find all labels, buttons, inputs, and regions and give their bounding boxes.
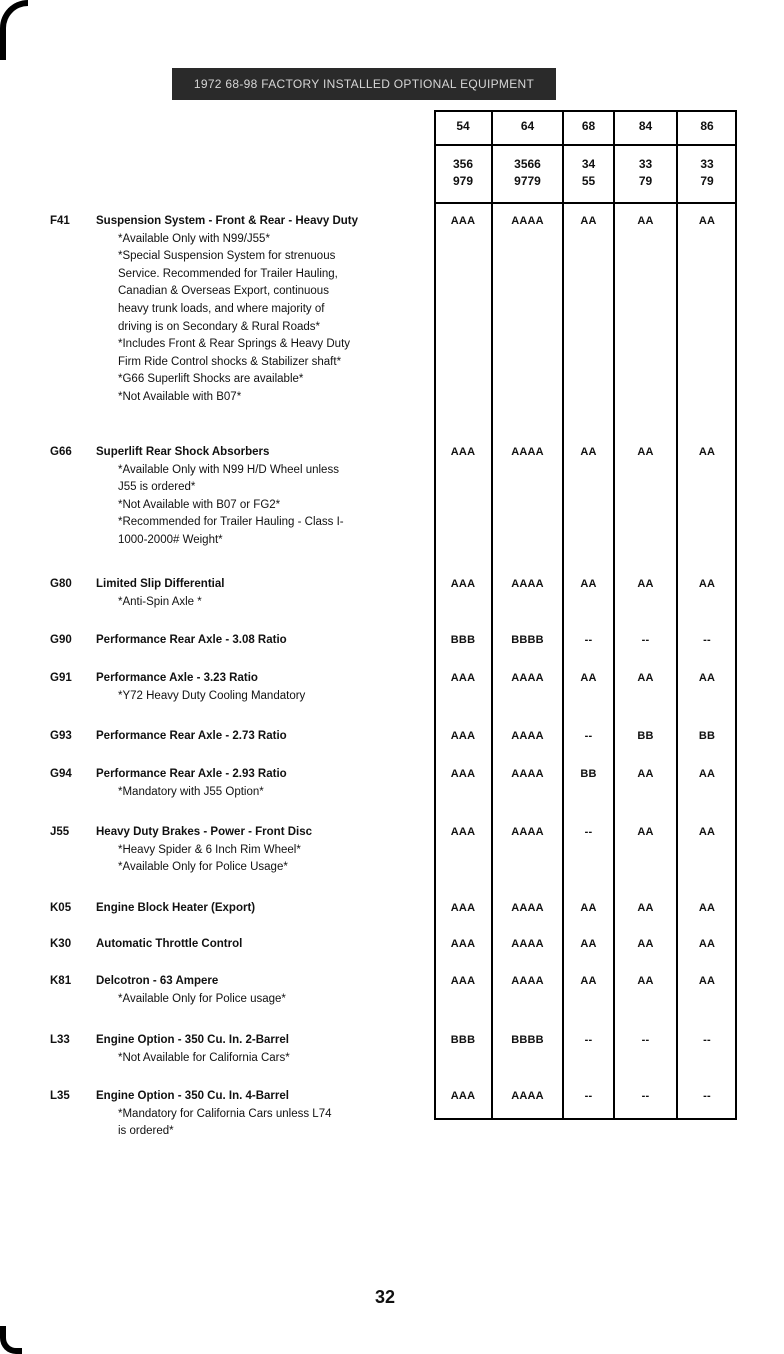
option-note: *Y72 Heavy Duty Cooling Mandatory bbox=[118, 689, 306, 702]
availability-cell: AAAA bbox=[511, 902, 544, 914]
option-note: Service. Recommended for Trailer Hauling, bbox=[118, 267, 338, 280]
column-divider bbox=[491, 110, 493, 1120]
availability-cell: AA bbox=[698, 215, 716, 227]
availability-cell: AA bbox=[580, 672, 597, 684]
availability-cell: AA bbox=[698, 578, 716, 590]
option-note: is ordered* bbox=[118, 1125, 174, 1138]
column-header-sub: 33 bbox=[700, 157, 714, 171]
availability-cell: AAA bbox=[450, 730, 476, 742]
availability-cell: AA bbox=[580, 215, 597, 227]
option-code: G90 bbox=[50, 634, 72, 646]
option-code: K81 bbox=[50, 975, 72, 987]
option-description bbox=[96, 766, 426, 801]
availability-cell: AA bbox=[637, 215, 654, 227]
availability-cell: BBBB bbox=[511, 1034, 544, 1046]
column-header-top: 84 bbox=[638, 119, 653, 133]
option-note: *Mandatory with J55 Option* bbox=[118, 785, 264, 798]
availability-cell: AAA bbox=[450, 768, 476, 780]
page-title: 1972 68-98 FACTORY INSTALLED OPTIONAL EQUIPMENT bbox=[172, 68, 556, 100]
availability-cell: AA bbox=[698, 826, 716, 838]
option-note: *Anti-Spin Axle * bbox=[118, 595, 202, 608]
option-code: K05 bbox=[50, 902, 72, 914]
availability-cell: AAAA bbox=[511, 730, 544, 742]
availability-cell: AA bbox=[698, 902, 716, 914]
header-divider bbox=[434, 202, 737, 204]
option-note: Firm Ride Control shocks & Stabilizer shaft* bbox=[118, 355, 342, 368]
option-description bbox=[96, 670, 426, 705]
option-title: Engine Block Heater (Export) bbox=[96, 902, 256, 914]
availability-cell: -- bbox=[584, 826, 593, 838]
availability-cell: AA bbox=[637, 768, 654, 780]
option-note: *Includes Front & Rear Springs & Heavy Duty bbox=[118, 338, 351, 351]
column-divider bbox=[613, 110, 615, 1120]
option-title: Automatic Throttle Control bbox=[96, 938, 243, 950]
option-description bbox=[96, 632, 426, 650]
availability-cell: BBBB bbox=[511, 634, 544, 646]
availability-cell: -- bbox=[584, 634, 593, 646]
option-description bbox=[96, 728, 426, 746]
availability-cell: AAA bbox=[450, 672, 476, 684]
availability-cell: AA bbox=[698, 768, 716, 780]
availability-cell: AAAA bbox=[511, 578, 544, 590]
column-divider bbox=[562, 110, 564, 1120]
option-title: Performance Axle - 3.23 Ratio bbox=[96, 672, 258, 684]
column-header-top: 68 bbox=[581, 119, 596, 133]
option-note: *Mandatory for California Cars unless L74 bbox=[118, 1107, 332, 1120]
column-header-sub: 3566 bbox=[514, 157, 541, 171]
options-table-frame bbox=[434, 110, 737, 1120]
availability-cell: AAA bbox=[450, 975, 476, 987]
page-corner-bottom-left bbox=[0, 1326, 22, 1354]
availability-cell: AAAA bbox=[511, 826, 544, 838]
availability-cell: -- bbox=[703, 1090, 711, 1102]
page-number: 32 bbox=[374, 1287, 396, 1307]
option-code: L33 bbox=[50, 1034, 70, 1046]
availability-cell: AA bbox=[698, 446, 716, 458]
availability-cell: BB bbox=[637, 730, 654, 742]
option-title: Engine Option - 350 Cu. In. 4-Barrel bbox=[96, 1090, 289, 1102]
option-note: *Available Only for Police usage* bbox=[118, 992, 286, 1005]
option-note: *Available Only with N99 H/D Wheel unless bbox=[118, 463, 339, 476]
option-title: Limited Slip Differential bbox=[96, 578, 225, 590]
page-corner-top-left bbox=[0, 0, 28, 60]
option-note: *Available Only for Police Usage* bbox=[118, 861, 288, 874]
availability-cell: AA bbox=[698, 975, 716, 987]
option-note: *Not Available for California Cars* bbox=[118, 1051, 290, 1064]
availability-cell: AAAA bbox=[511, 215, 544, 227]
option-note: *Special Suspension System for strenuous bbox=[118, 250, 336, 263]
availability-cell: -- bbox=[584, 730, 593, 742]
availability-cell: AAA bbox=[450, 902, 476, 914]
option-code: G80 bbox=[50, 578, 72, 590]
option-code: J55 bbox=[50, 826, 70, 838]
availability-cell: AAAA bbox=[511, 1090, 544, 1102]
option-description bbox=[96, 900, 426, 918]
availability-cell: AA bbox=[580, 975, 597, 987]
column-header-sub: 34 bbox=[581, 157, 596, 171]
availability-cell: AAA bbox=[450, 1090, 476, 1102]
column-header-sub: 979 bbox=[452, 174, 474, 188]
option-note: 1000-2000# Weight* bbox=[118, 533, 223, 546]
option-title: Engine Option - 350 Cu. In. 2-Barrel bbox=[96, 1034, 289, 1046]
option-note: *Available Only with N99/J55* bbox=[118, 232, 270, 245]
availability-cell: AA bbox=[637, 672, 654, 684]
option-description bbox=[96, 444, 426, 550]
column-header-top: 86 bbox=[700, 119, 714, 133]
availability-cell: AAA bbox=[450, 215, 476, 227]
option-note: *Recommended for Trailer Hauling - Class I- bbox=[118, 516, 344, 529]
column-header-sub: 356 bbox=[452, 157, 474, 171]
availability-cell: AAAA bbox=[511, 768, 544, 780]
availability-cell: AA bbox=[698, 938, 716, 950]
option-description bbox=[96, 824, 426, 877]
column-header-top: 54 bbox=[456, 119, 470, 133]
availability-cell: -- bbox=[641, 1034, 650, 1046]
availability-cell: AAAA bbox=[511, 446, 544, 458]
option-code: K30 bbox=[50, 938, 72, 950]
availability-cell: AAAA bbox=[511, 672, 544, 684]
option-code: G91 bbox=[50, 672, 72, 684]
option-note: *G66 Superlift Shocks are available* bbox=[118, 373, 304, 386]
option-code: L35 bbox=[50, 1090, 70, 1102]
column-header-sub: 79 bbox=[700, 174, 714, 188]
option-description bbox=[96, 213, 426, 407]
option-title: Suspension System - Front & Rear - Heavy Duty bbox=[96, 215, 359, 227]
availability-cell: -- bbox=[641, 1090, 650, 1102]
option-title: Superlift Rear Shock Absorbers bbox=[96, 446, 270, 458]
option-code: G94 bbox=[50, 768, 72, 780]
option-title: Delcotron - 63 Ampere bbox=[96, 975, 219, 987]
option-note: *Not Available with B07 or FG2* bbox=[118, 498, 281, 511]
availability-cell: AA bbox=[637, 975, 654, 987]
availability-cell: BB bbox=[698, 730, 716, 742]
column-header-sub: 55 bbox=[581, 174, 596, 188]
option-title: Performance Rear Axle - 3.08 Ratio bbox=[96, 634, 287, 646]
availability-cell: AAA bbox=[450, 446, 476, 458]
option-title: Performance Rear Axle - 2.73 Ratio bbox=[96, 730, 287, 742]
option-description bbox=[96, 1032, 426, 1067]
column-header-sub: 79 bbox=[638, 174, 653, 188]
availability-cell: AA bbox=[637, 826, 654, 838]
availability-cell: AAA bbox=[450, 578, 476, 590]
availability-cell: BBB bbox=[450, 1034, 476, 1046]
availability-cell: -- bbox=[641, 634, 650, 646]
availability-cell: AA bbox=[580, 446, 597, 458]
option-description bbox=[96, 973, 426, 1008]
availability-cell: AA bbox=[637, 938, 654, 950]
availability-cell: BBB bbox=[450, 634, 476, 646]
availability-cell: -- bbox=[584, 1034, 593, 1046]
option-note: heavy trunk loads, and where majority of bbox=[118, 302, 325, 315]
column-header-top: 64 bbox=[520, 119, 535, 133]
option-title: Heavy Duty Brakes - Power - Front Disc bbox=[96, 826, 313, 838]
option-code: F41 bbox=[50, 215, 70, 227]
availability-cell: AAA bbox=[450, 938, 476, 950]
availability-cell: AA bbox=[637, 446, 654, 458]
column-header-sub: 9779 bbox=[514, 174, 541, 188]
column-header-sub: 33 bbox=[638, 157, 653, 171]
option-code: G66 bbox=[50, 446, 72, 458]
column-divider bbox=[676, 110, 678, 1120]
availability-cell: AA bbox=[580, 938, 597, 950]
availability-cell: AA bbox=[580, 578, 597, 590]
option-note: *Not Available with B07* bbox=[118, 390, 242, 403]
option-description bbox=[96, 576, 426, 611]
availability-cell: BB bbox=[580, 768, 597, 780]
option-title: Performance Rear Axle - 2.93 Ratio bbox=[96, 768, 287, 780]
availability-cell: AAA bbox=[450, 826, 476, 838]
availability-cell: AA bbox=[637, 902, 654, 914]
availability-cell: AA bbox=[698, 672, 716, 684]
option-note: J55 is ordered* bbox=[118, 481, 196, 494]
availability-cell: -- bbox=[703, 1034, 711, 1046]
header-divider bbox=[434, 144, 737, 146]
option-code: G93 bbox=[50, 730, 72, 742]
availability-cell: -- bbox=[584, 1090, 593, 1102]
availability-cell: AA bbox=[580, 902, 597, 914]
option-note: Canadian & Overseas Export, continuous bbox=[118, 285, 329, 298]
option-description bbox=[96, 936, 426, 954]
availability-cell: AA bbox=[637, 578, 654, 590]
availability-cell: AAAA bbox=[511, 938, 544, 950]
option-description bbox=[96, 1088, 426, 1141]
option-note: driving is on Secondary & Rural Roads* bbox=[118, 320, 320, 333]
availability-cell: AAAA bbox=[511, 975, 544, 987]
availability-cell: -- bbox=[703, 634, 711, 646]
option-note: *Heavy Spider & 6 Inch Rim Wheel* bbox=[118, 843, 301, 856]
